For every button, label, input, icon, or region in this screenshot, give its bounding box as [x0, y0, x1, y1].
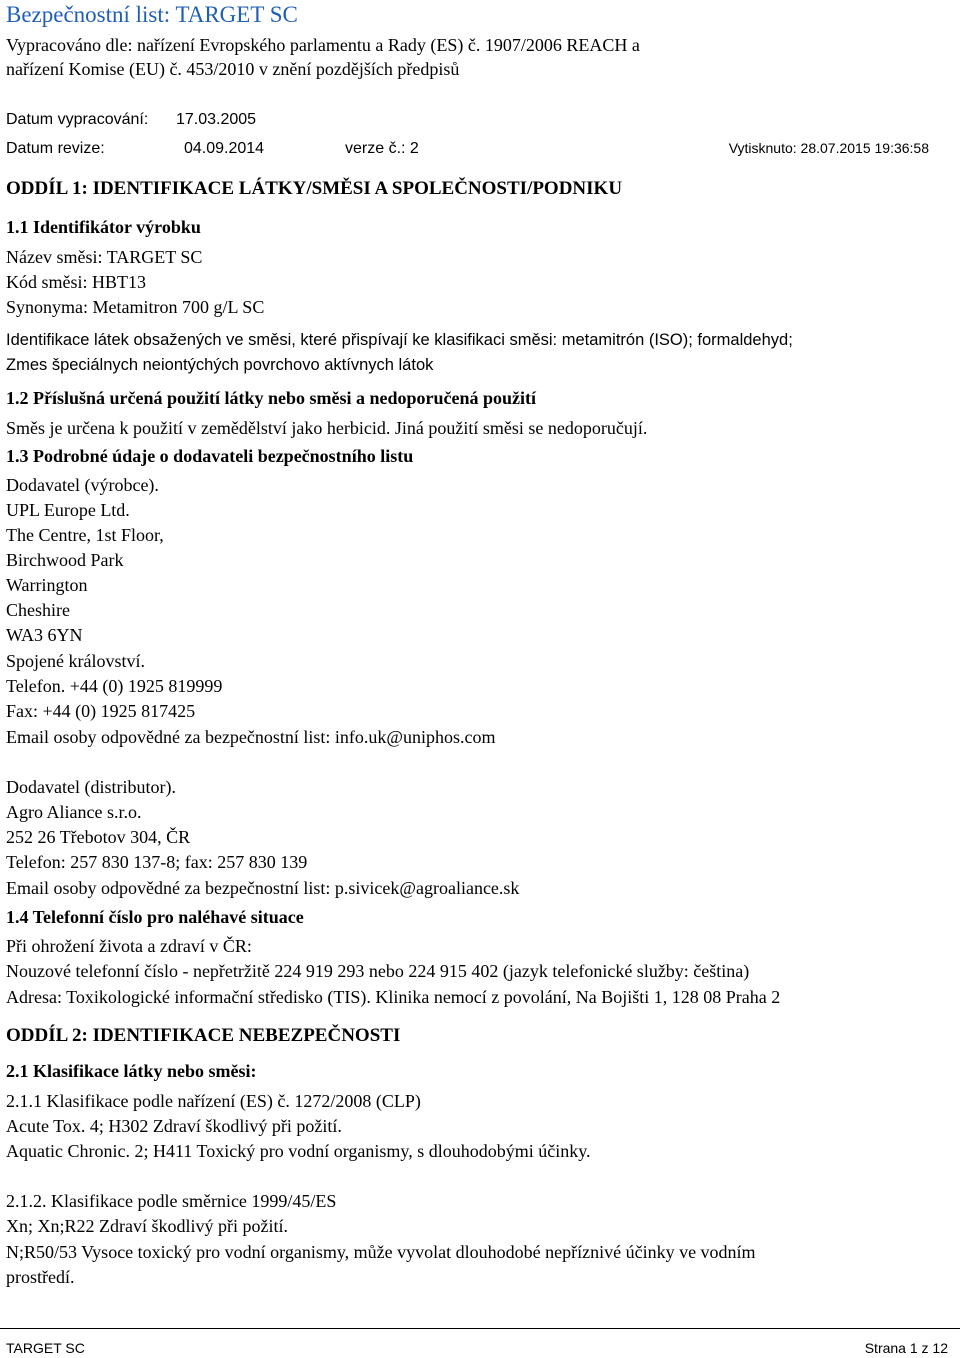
- prepared-label: Datum vypracování:: [6, 111, 149, 128]
- identification-line-1: Identifikace látek obsažených ve směsi, které přispívají ke klasifikaci směsi: metamitrón (ISO); formaldehyd;: [6, 331, 793, 349]
- revision-label: Datum revize:: [6, 140, 105, 157]
- supplier-fax: Fax: +44 (0) 1925 817425: [6, 701, 196, 721]
- distributor-phone: Telefon: 257 830 137-8; fax: 257 830 139: [6, 852, 308, 872]
- supplier-line: Birchwood Park: [6, 550, 124, 570]
- synonyms: Synonyma: Metamitron 700 g/L SC: [6, 297, 265, 317]
- section-2-heading: ODDÍL 2: IDENTIFIKACE NEBEZPEČNOSTI: [6, 1025, 401, 1046]
- section-2-1-heading: 2.1 Klasifikace látky nebo směsi:: [6, 1061, 257, 1081]
- footer-product: TARGET SC: [6, 1340, 85, 1356]
- regulation-line-2: nařízení Komise (EU) č. 453/2010 v znění pozdějších předpisů: [6, 59, 460, 79]
- intended-use-text: Směs je určena k použití v zemědělství jako herbicid. Jiná použití směsi se nedoporučují.: [6, 418, 648, 438]
- section-1-1-heading: 1.1 Identifikátor výrobku: [6, 217, 201, 237]
- clp-line: 2.1.1 Klasifikace podle nařízení (ES) č. 1272/2008 (CLP): [6, 1091, 421, 1111]
- regulation-line-1: Vypracováno dle: nařízení Evropského parlamentu a Rady (ES) č. 1907/2006 REACH a: [6, 35, 640, 55]
- version-label: verze č.: 2: [345, 140, 419, 157]
- supplier-line: Dodavatel (výrobce).: [6, 475, 159, 495]
- section-1-4-heading: 1.4 Telefonní číslo pro naléhavé situace: [6, 907, 304, 927]
- section-1-2-heading: 1.2 Příslušná určená použití látky nebo směsi a nedoporučená použití: [6, 388, 537, 408]
- dpd-line: N;R50/53 Vysoce toxický pro vodní organismy, může vyvolat dlouhodobé nepříznivé účinky ve vodním: [6, 1242, 756, 1262]
- dpd-line: 2.1.2. Klasifikace podle směrnice 1999/45/ES: [6, 1191, 337, 1211]
- distributor-line: Agro Aliance s.r.o.: [6, 802, 142, 822]
- distributor-email: Email osoby odpovědné za bezpečnostní list: p.sivicek@agroaliance.sk: [6, 878, 520, 898]
- emergency-line: Při ohrožení života a zdraví v ČR:: [6, 936, 252, 956]
- emergency-line: Adresa: Toxikologické informační středisko (TIS). Klinika nemocí z povolání, Na Bojišti 1, 128 08 Praha 2: [6, 987, 781, 1007]
- prepared-date: 17.03.2005: [176, 111, 257, 128]
- mixture-name: Název směsi: TARGET SC: [6, 247, 203, 267]
- distributor-line: 252 26 Třebotov 304, ČR: [6, 827, 191, 847]
- footer-page-number: Strana 1 z 12: [864, 1340, 948, 1356]
- printed-timestamp: Vytisknuto: 28.07.2015 19:36:58: [728, 140, 929, 156]
- supplier-line: WA3 6YN: [6, 625, 83, 645]
- section-1-3-heading: 1.3 Podrobné údaje o dodavateli bezpečnostního listu: [6, 446, 414, 466]
- mixture-code: Kód směsi: HBT13: [6, 272, 147, 292]
- distributor-line: Dodavatel (distributor).: [6, 777, 176, 797]
- footer-divider: [0, 1328, 960, 1329]
- supplier-email: Email osoby odpovědné za bezpečnostní list: info.uk@uniphos.com: [6, 727, 496, 747]
- identification-line-2: Zmes špeciálnych neiontýchých povrchovo aktívnych látok: [6, 356, 434, 374]
- dpd-line: Xn; Xn;R22 Zdraví škodlivý při požití.: [6, 1216, 288, 1236]
- document-title: Bezpečnostní list: TARGET SC: [6, 2, 298, 27]
- clp-line: Acute Tox. 4; H302 Zdraví škodlivý při požití.: [6, 1116, 342, 1136]
- section-1-heading: ODDÍL 1: IDENTIFIKACE LÁTKY/SMĚSI A SPOLEČNOSTI/PODNIKU: [6, 178, 623, 199]
- supplier-phone: Telefon. +44 (0) 1925 819999: [6, 676, 223, 696]
- supplier-line: Warrington: [6, 575, 88, 595]
- supplier-line: Spojené království.: [6, 651, 145, 671]
- revision-date: 04.09.2014: [184, 140, 265, 157]
- clp-line: Aquatic Chronic. 2; H411 Toxický pro vodní organismy, s dlouhodobými účinky.: [6, 1141, 591, 1161]
- supplier-line: UPL Europe Ltd.: [6, 500, 130, 520]
- emergency-line: Nouzové telefonní číslo - nepřetržitě 224 919 293 nebo 224 915 402 (jazyk telefonické služby: čeština): [6, 961, 750, 981]
- supplier-line: The Centre, 1st Floor,: [6, 525, 164, 545]
- dpd-line: prostředí.: [6, 1267, 75, 1287]
- supplier-line: Cheshire: [6, 600, 70, 620]
